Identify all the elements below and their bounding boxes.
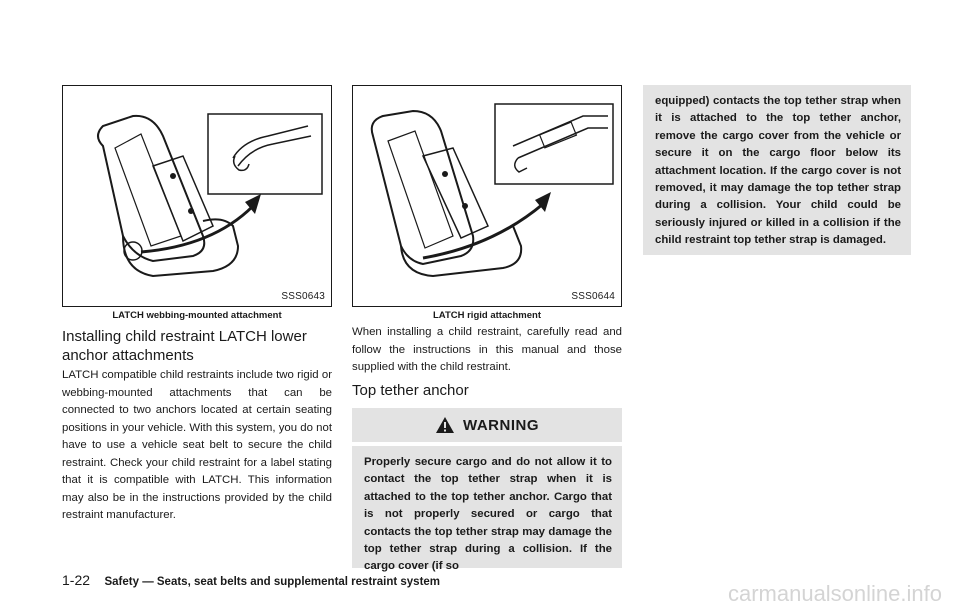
warning-icon xyxy=(435,416,455,434)
figure-code: SSS0643 xyxy=(281,291,325,302)
figure-latch-webbing xyxy=(62,85,332,307)
figure-caption: LATCH rigid attachment xyxy=(432,310,542,321)
figure-caption: LATCH webbing-mounted attachment xyxy=(112,310,282,321)
watermark: carmanualsonline.info xyxy=(727,581,942,606)
seat-illustration-webbing xyxy=(63,86,331,306)
footer xyxy=(62,572,662,592)
warning-body-continued: equipped) contacts the top tether strap when it is attached to the top tether anchor, remove the cargo cover from the vehicle or secure it on the cargo floor below its attachment location. If the cargo cover is not removed, it may damage the top tether strap during a collision. Your child could be seriously injured or killed in a collision if the child restraint top tether strap is damaged. xyxy=(643,85,911,255)
seat-illustration-rigid xyxy=(353,86,621,306)
chapter-title: Safety — Seats, seat belts and supplemental restraint system xyxy=(104,576,441,588)
figure-latch-rigid xyxy=(352,85,622,307)
warning-body: Properly secure cargo and do not allow it to contact the top tether strap when it is attached to the top tether anchor. Cargo that is not properly secured or cargo that contacts the top tether strap may damage the top tether strap during a collision. If the cargo cover (if so xyxy=(352,446,622,568)
figure-code: SSS0644 xyxy=(571,291,615,302)
page-number: 1-22 xyxy=(62,572,91,588)
warning-header xyxy=(352,408,622,442)
warning-title: WARNING xyxy=(463,416,539,434)
body-text-lower-anchor: LATCH compatible child restraints include two rigid or webbing-mounted attachments that can be connected to two anchors located at certain seating positions in your vehicle. With this system, you do not have to use a vehicle seat belt to secure the child restraint. Check your child restraint for a label stating that it is compatible with LATCH. This information may also be in the instructions provided by the child restraint manufacturer. xyxy=(62,369,332,521)
section-title-top-tether: Top tether anchor xyxy=(352,382,469,399)
body-text-intro: When installing a child restraint, carefully read and follow the instructions in this manual and those supplied with the child restraint. xyxy=(352,326,622,373)
section-title-lower-anchor: Installing child restraint LATCH lower anchor attachments xyxy=(62,328,307,364)
